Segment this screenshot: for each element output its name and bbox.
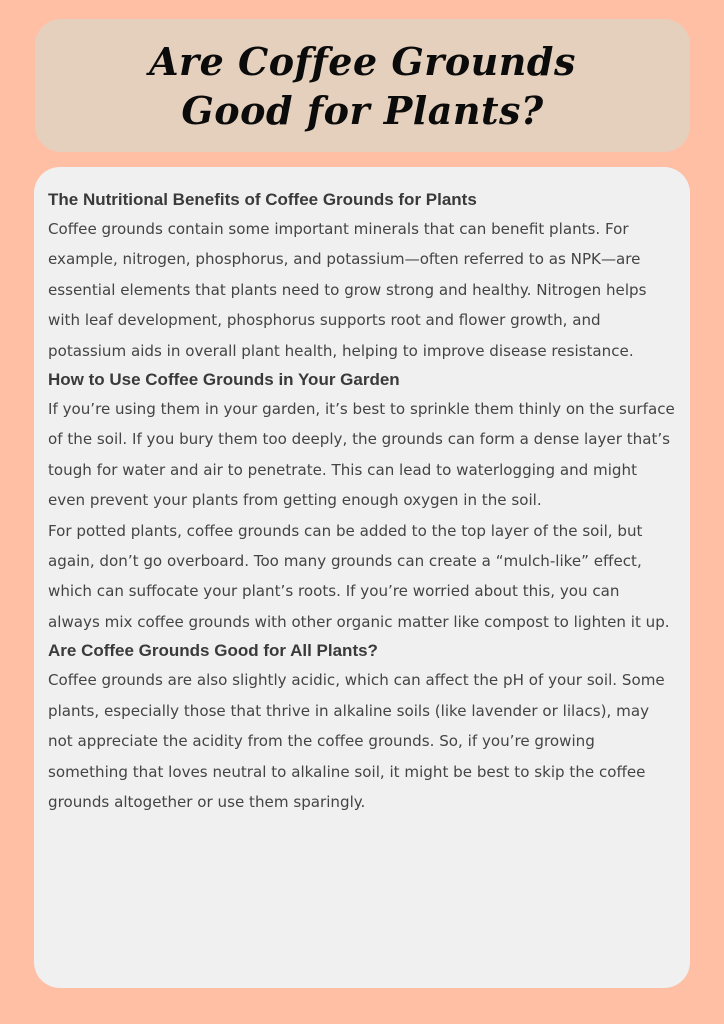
section-heading-nutritional-benefits: The Nutritional Benefits of Coffee Grounds for Plants — [48, 190, 477, 209]
paragraph-nutritional-benefits: Coffee grounds contain some important minerals that can benefit plants. For example, nitrogen, phosphorus, and potassium—often referred to as NPK—are essential elements that plants need to grow strong and healthy. Nitrogen helps with leaf development, phosphorus supports root and flower growth, and potassium aids in overall plant health, helping to improve disease resistance. — [48, 220, 647, 360]
section-heading-all-plants: Are Coffee Grounds Good for All Plants? — [48, 641, 378, 661]
page-title — [149, 37, 576, 135]
article-card — [34, 167, 690, 988]
paragraph-all-plants: Coffee grounds are also slightly acidic, which can affect the pH of your soil. Some plants, especially those that thrive in alkaline soils (like lavender or lilacs), may not appreciate the acidity from the coffee grounds. So, if you’re growing something that loves neutral to alkaline soil, it might be best to skip the coffee grounds altogether or use them sparingly. — [48, 671, 665, 811]
paragraph-garden-use: If you’re using them in your garden, it’s best to sprinkle them thinly on the surface of the soil. If you bury them too deeply, the grounds can form a dense layer that’s tough for water and air to penetrate. This can lead to waterlogging and might even prevent your plants from getting enough oxygen in the soil. — [48, 400, 675, 510]
title-line-2: Good for Plants? — [181, 87, 544, 133]
title-banner — [35, 19, 690, 152]
paragraph-potted-plants: For potted plants, coffee grounds can be added to the top layer of the soil, but again, don’t go overboard. Too many grounds can create a “mulch-like” effect, which can suffocate your plant’s roots. If you’re worried about this, you can always mix coffee grounds with other organic matter like compost to lighten it up. — [48, 521, 670, 631]
title-line-1: Are Coffee Grounds — [149, 38, 576, 84]
section-heading-garden-use: How to Use Coffee Grounds in Your Garden — [48, 370, 400, 390]
